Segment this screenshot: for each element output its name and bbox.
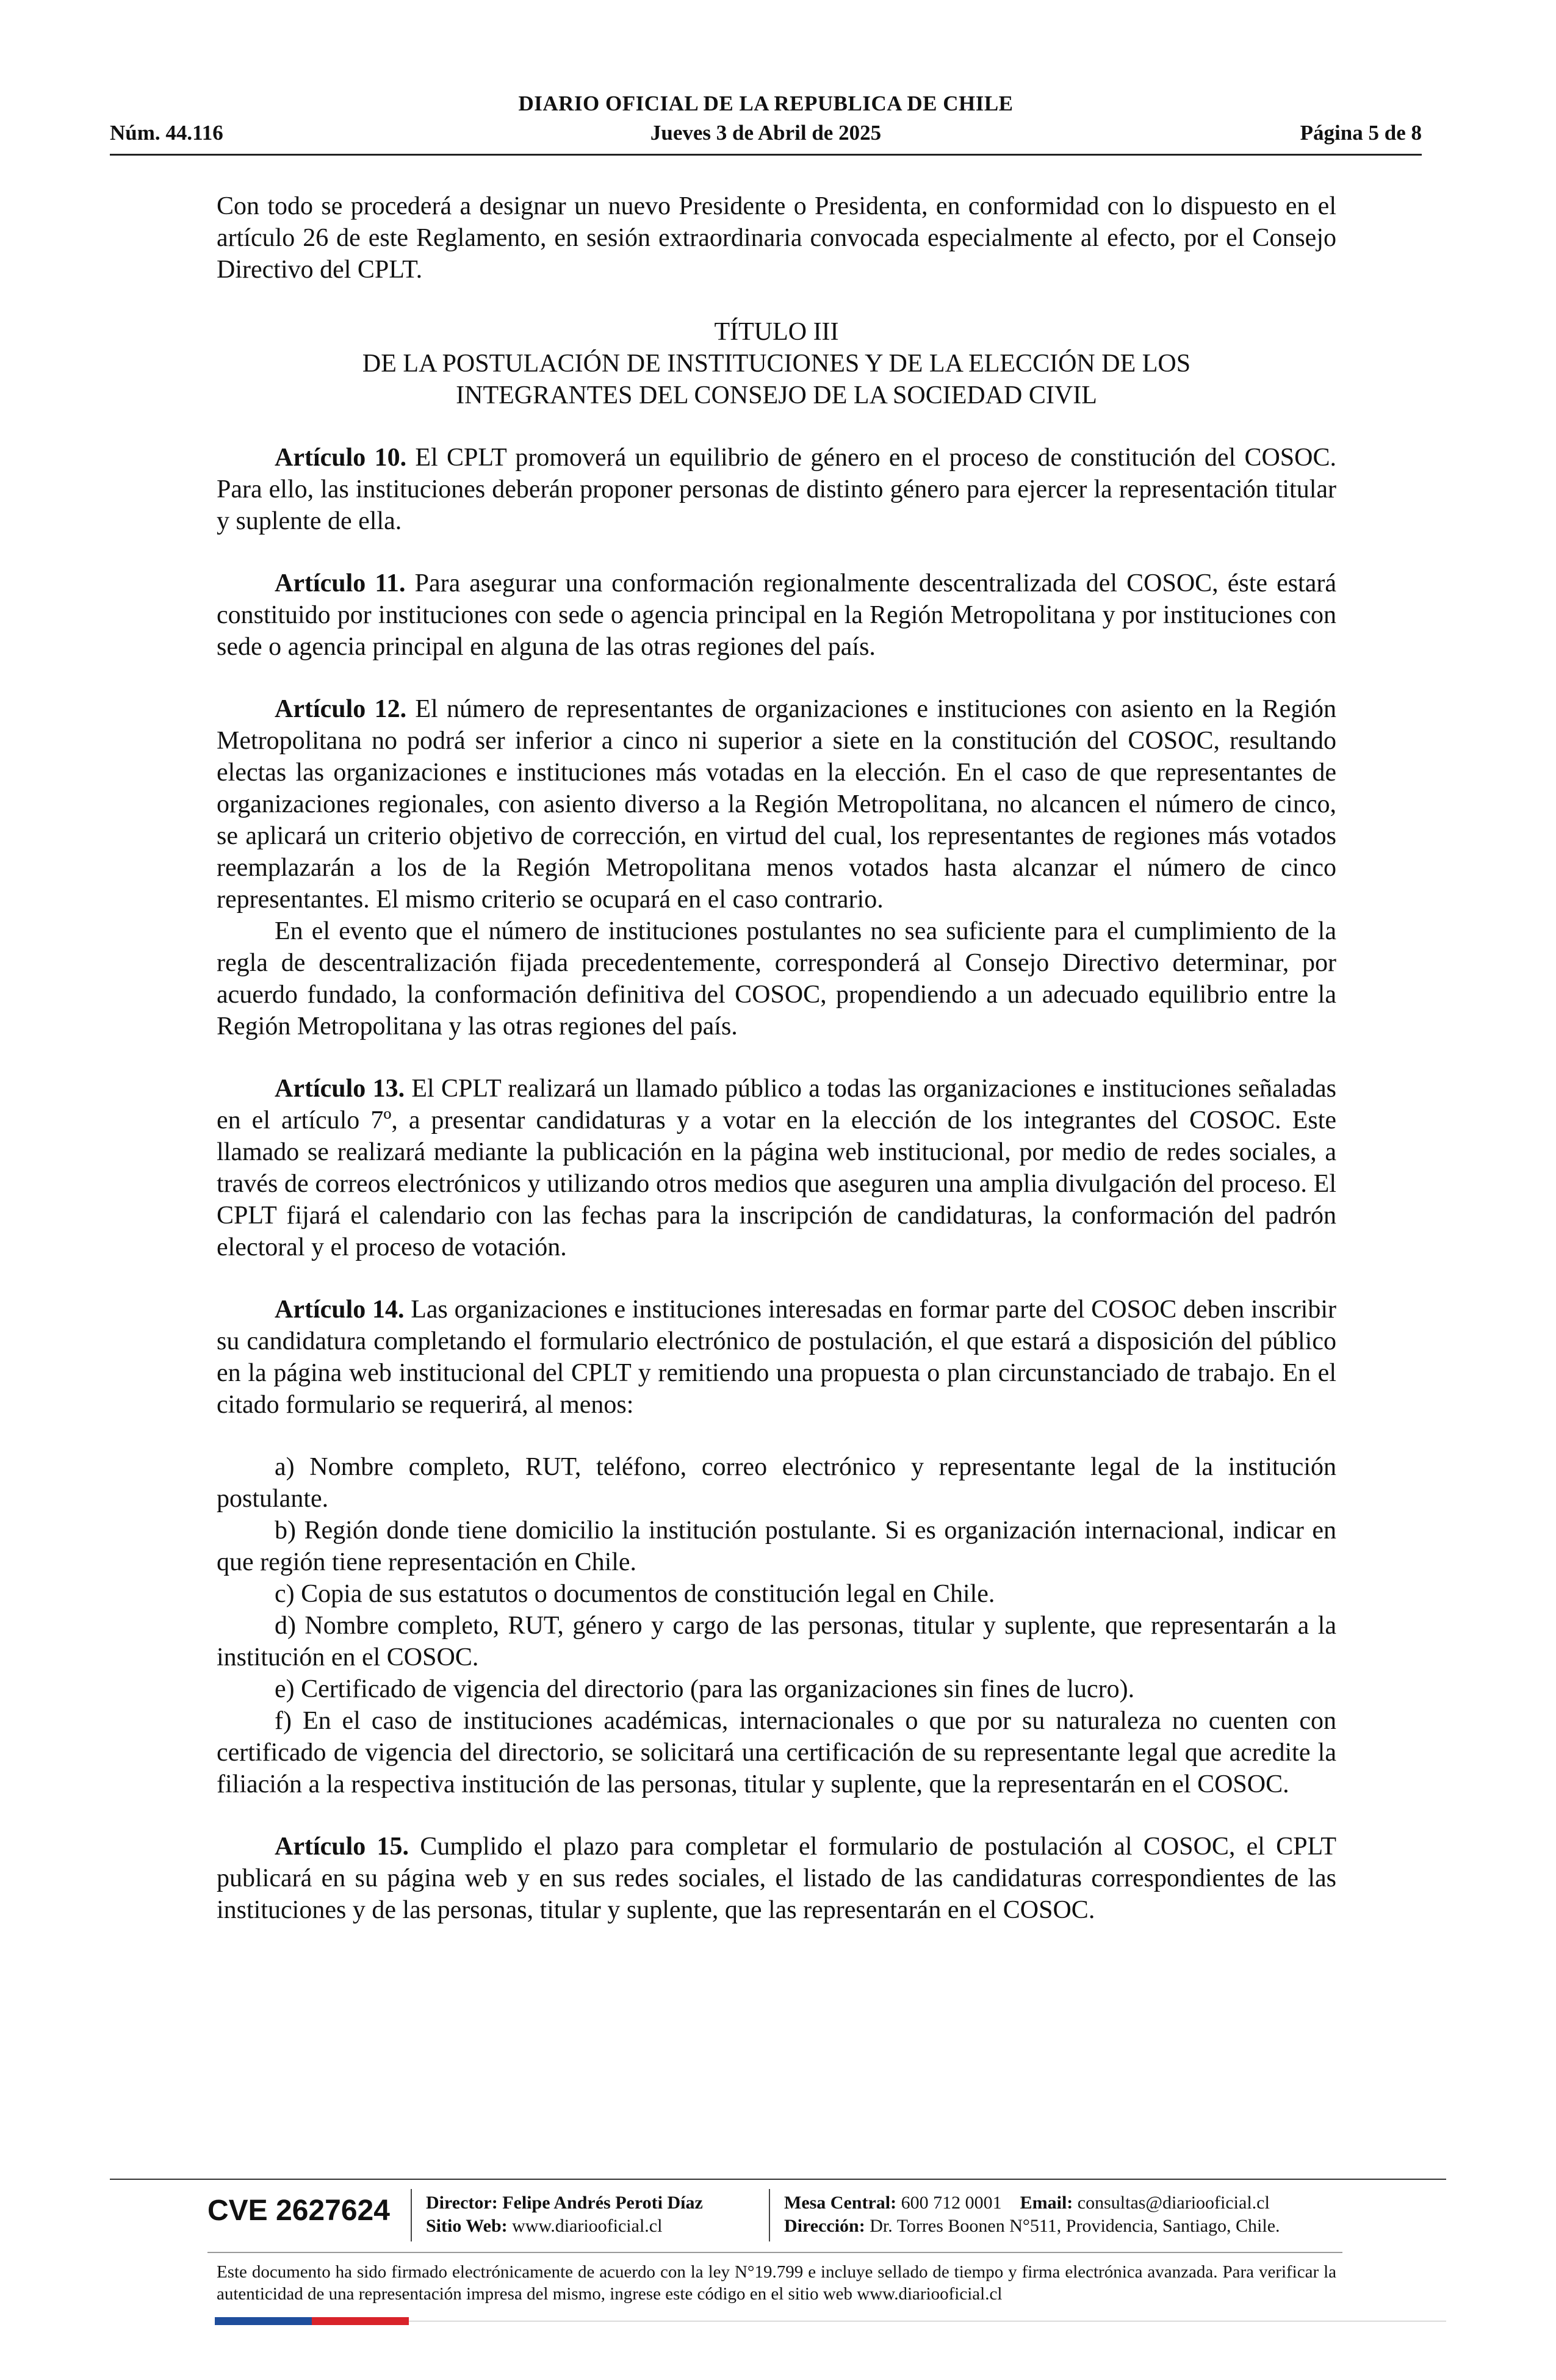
list-item-c: c) Copia de sus estatutos o documentos de constitución legal en Chile. bbox=[275, 1580, 995, 1608]
address-label: Dirección: bbox=[784, 2216, 865, 2236]
address-text: Dr. Torres Boonen N°511, Providencia, Santiago, Chile. bbox=[870, 2216, 1280, 2236]
document-body bbox=[217, 190, 1336, 1926]
article-14-text: Las organizaciones e instituciones interesadas en formar parte del COSOC deben inscribir su candidatura completando el formulario electrónico de postulación, el que estará a disposición del público en la página web institucional del CPLT y remitiendo una propuesta o plan circunstanciado de trabajo. En el citado formulario se requerirá, al menos: bbox=[217, 1296, 1336, 1419]
footer-director-column bbox=[426, 2191, 703, 2238]
article-11-text: Para asegurar una conformación regionalmente descentralizada del COSOC, éste estará constituido por instituciones con sede o agencia principal en la Región Metropolitana y por instituciones con sede o agencia principal en alguna de las otras regiones del país. bbox=[217, 569, 1336, 661]
article-12-paragraph-2: En el evento que el número de instituciones postulantes no sea suficiente para el cumplimiento de la regla de descentralización fijada precedentemente, corresponderá al Consejo Directivo determinar, por acuerdo fundado, la conformación definitiva del COSOC, propendiendo a un adecuado equilibrio entre la Región Metropolitana y las otras regiones del país. bbox=[217, 917, 1336, 1040]
article-11 bbox=[217, 568, 1336, 663]
article-12-text: El número de representantes de organizaciones e instituciones con asiento en la Región Metropolitana no podrá ser inferior a cinco ni superior a siete en la constitución del COSOC, resultando electas las organizaciones e instituciones más votadas en la elección. En el caso de que representantes de organizaciones regionales, con asiento diverso a la Región Metropolitana, no alcancen el número de cinco, se aplicará un criterio objetivo de corrección, en virtud del cual, los representantes de regiones más votados reemplazarán a los de la Región Metropolitana menos votados hasta alcanzar el número de cinco representantes. El mismo criterio se ocupará en el caso contrario. bbox=[217, 695, 1336, 914]
title-line-1: DE LA POSTULACIÓN DE INSTITUCIONES Y DE LA ELECCIÓN DE LOS bbox=[362, 350, 1191, 378]
publication-title: DIARIO OFICIAL DE LA REPUBLICA DE CHILE bbox=[518, 92, 1014, 115]
issue-number: Núm. 44.116 bbox=[110, 121, 223, 145]
signature-note: Este documento ha sido firmado electrónicamente de acuerdo con la ley N°19.799 e incluye sellado de tiempo y firma electrónica avanzada. Para verificar la autenticidad de una representación impresa del mismo, ingrese este código en el sitio web www.diariooficial.cl bbox=[217, 2262, 1336, 2304]
footer-contact-column bbox=[784, 2191, 1280, 2238]
intro-paragraph: Con todo se procederá a designar un nuevo Presidente o Presidenta, en conformidad con lo dispuesto en el artículo 26 de este Reglamento, en sesión extraordinaria convocada especialmente al efecto, por el Consejo Directivo del CPLT. bbox=[217, 192, 1336, 284]
article-12-label: Artículo 12. bbox=[275, 695, 407, 723]
article-14-label: Artículo 14. bbox=[275, 1296, 405, 1324]
issue-date: Jueves 3 de Abril de 2025 bbox=[650, 121, 882, 145]
flag-stripe bbox=[215, 2317, 409, 2325]
section-title bbox=[217, 316, 1336, 411]
list-item-a: a) Nombre completo, RUT, teléfono, correo electrónico y representante legal de la institución postulante. bbox=[217, 1453, 1336, 1513]
article-13-label: Artículo 13. bbox=[275, 1075, 405, 1103]
article-13-text: El CPLT realizará un llamado público a todas las organizaciones e instituciones señaladas en el artículo 7º, a presentar candidaturas y a votar en la elección de los integrantes del COSOC. Este llamado se realizará mediante la publicación en la página web institucional, por medio de redes sociales, a través de correos electrónicos y utilizando otros medios que aseguren una amplia divulgación del proceso. El CPLT fijará el calendario con las fechas para la inscripción de candidaturas, la conformación del padrón electoral y el proceso de votación. bbox=[217, 1075, 1337, 1261]
website-link[interactable]: www.diariooficial.cl bbox=[512, 2216, 663, 2236]
page-number: Página 5 de 8 bbox=[1300, 121, 1422, 145]
footer-note-divider bbox=[207, 2252, 1342, 2253]
list-item-e: e) Certificado de vigencia del directorio (para las organizaciones sin fines de lucro). bbox=[275, 1675, 1135, 1703]
article-10 bbox=[217, 442, 1336, 537]
header-divider bbox=[110, 154, 1422, 156]
footer-separator bbox=[769, 2189, 770, 2241]
email-link[interactable]: consultas@diariooficial.cl bbox=[1077, 2193, 1270, 2213]
title-line-2: INTEGRANTES DEL CONSEJO DE LA SOCIEDAD CIVIL bbox=[456, 381, 1097, 409]
article-15-text: Cumplido el plazo para completar el formulario de postulación al COSOC, el CPLT publicará en su página web y en sus redes sociales, el listado de las candidaturas correspondientes de las instituciones y de las personas, titular y suplente, que las representarán en el COSOC. bbox=[217, 1833, 1337, 1924]
page-footer bbox=[207, 2189, 1342, 2244]
flag-red-stripe bbox=[312, 2317, 409, 2325]
article-10-label: Artículo 10. bbox=[275, 444, 407, 472]
article-10-text: El CPLT promoverá un equilibrio de género en el proceso de constitución del COSOC. Para ello, las instituciones deberán proponer personas de distinto género para ejercer la representación titular y suplente de ella. bbox=[217, 444, 1337, 535]
cve-code: CVE 2627624 bbox=[207, 2194, 390, 2227]
director-label: Director: bbox=[426, 2193, 498, 2213]
article-15 bbox=[217, 1831, 1336, 1926]
list-item-b: b) Región donde tiene domicilio la institución postulante. Si es organización internacional, indicar en que región tiene representación en Chile. bbox=[217, 1516, 1336, 1576]
website-label: Sitio Web: bbox=[426, 2216, 508, 2236]
list-item-f: f) En el caso de instituciones académicas, internacionales o que por su naturaleza no cuenten con certificado de vigencia del directorio, se solicitará una certificación de su representante legal que acredite la filiación a la respectiva institución de las personas, titular y suplente, que la representarán en el COSOC. bbox=[217, 1707, 1336, 1798]
flag-blue-stripe bbox=[215, 2317, 312, 2325]
footer-divider bbox=[110, 2179, 1446, 2180]
phone-number: 600 712 0001 bbox=[901, 2193, 1002, 2213]
article-11-label: Artículo 11. bbox=[275, 569, 406, 597]
phone-label: Mesa Central: bbox=[784, 2193, 897, 2213]
email-label: Email: bbox=[1020, 2193, 1073, 2213]
footer-separator bbox=[411, 2189, 412, 2241]
article-13 bbox=[217, 1073, 1336, 1263]
article-14 bbox=[217, 1294, 1336, 1421]
title-number: TÍTULO III bbox=[714, 318, 839, 346]
article-12 bbox=[217, 693, 1336, 915]
director-name: Felipe Andrés Peroti Díaz bbox=[502, 2193, 703, 2213]
article-15-label: Artículo 15. bbox=[275, 1833, 409, 1861]
page-header bbox=[110, 92, 1422, 159]
list-item-d: d) Nombre completo, RUT, género y cargo de las personas, titular y suplente, que representarán a la institución en el COSOC. bbox=[217, 1612, 1336, 1671]
